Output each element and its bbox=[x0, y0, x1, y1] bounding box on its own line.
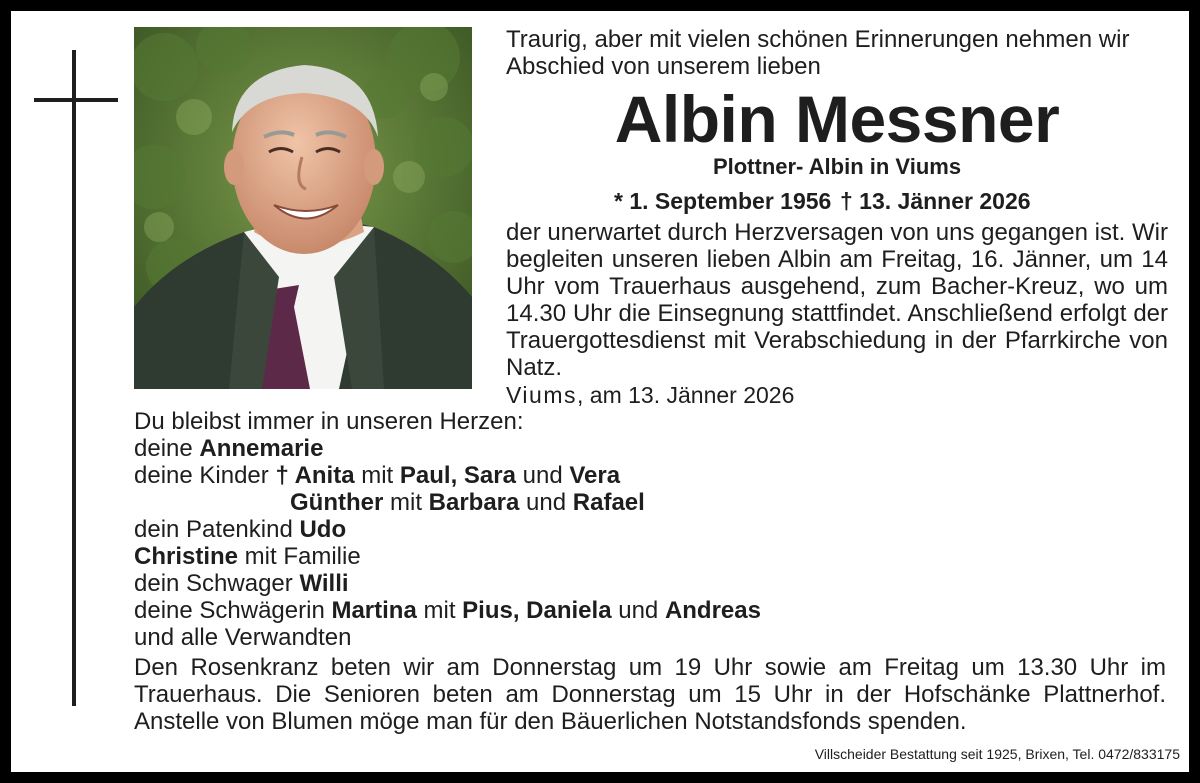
mourners-heading: Du bleibst immer in unseren Herzen: bbox=[134, 408, 524, 435]
mourner-christine: Christine mit Familie bbox=[134, 543, 361, 570]
birth-date: * 1. September 1956 bbox=[614, 188, 832, 214]
rosary-notice: Den Rosenkranz beten wir am Donnerstag um 19 Uhr sowie am Freitag um 13.30 Uhr im Trauerhaus. Die Senioren beten am Donnerstag um 15 Uhr in der Hofschänke Plattnerhof. Anstelle von Blumen möge man für den Bäuerlichen Notstandsfonds spenden. bbox=[134, 654, 1166, 735]
mourner-brother-in-law: dein Schwager Willi bbox=[134, 570, 349, 597]
deceased-name: Albin Messner bbox=[614, 82, 1060, 156]
deceased-nickname: Plottner- Albin in Viums bbox=[712, 154, 962, 179]
cross-icon-bar bbox=[34, 98, 118, 102]
mourner-children: deine Kinder † Anita mit Paul, Sara und Vera bbox=[134, 462, 621, 489]
mourners-list bbox=[134, 408, 1034, 651]
mourner-godchild: dein Patenkind Udo bbox=[134, 516, 347, 543]
intro-text: Traurig, aber mit vielen schönen Erinnerungen nehmen wir Abschied von unserem lieben bbox=[506, 26, 1130, 80]
portrait-photo bbox=[134, 27, 472, 389]
mourner-relatives: und alle Verwandten bbox=[134, 624, 352, 651]
cross-icon bbox=[72, 50, 76, 706]
mourner-sister-in-law: deine Schwägerin Martina mit Pius, Daniela und Andreas bbox=[134, 597, 761, 624]
mourner-wife: deine Annemarie bbox=[134, 435, 324, 462]
funeral-home-footer: Villscheider Bestattung seit 1925, Brixen, Tel. 0472/833175 bbox=[814, 746, 1180, 762]
mourner-child-2: Günther mit Barbara und Rafael bbox=[290, 489, 645, 516]
death-date: † 13. Jänner 2026 bbox=[840, 188, 1031, 214]
place: Viums bbox=[506, 382, 577, 408]
funeral-announcement: der unerwartet durch Herzversagen von uns gegangen ist. Wir begleiten unseren lieben Albin am Freitag, 16. Jänner, um 14 Uhr vom Trauerhaus ausgehend, zum Bacher-Kreuz, wo um 14.30 Uhr die Einsegnung stattfindet. Anschließend erfolgt der Trauergottesdienst mit Verabschiedung in der Pfarrkirche von Natz. bbox=[506, 219, 1168, 381]
date: , am 13. Jänner 2026 bbox=[577, 382, 795, 408]
place-and-date bbox=[506, 382, 1168, 409]
